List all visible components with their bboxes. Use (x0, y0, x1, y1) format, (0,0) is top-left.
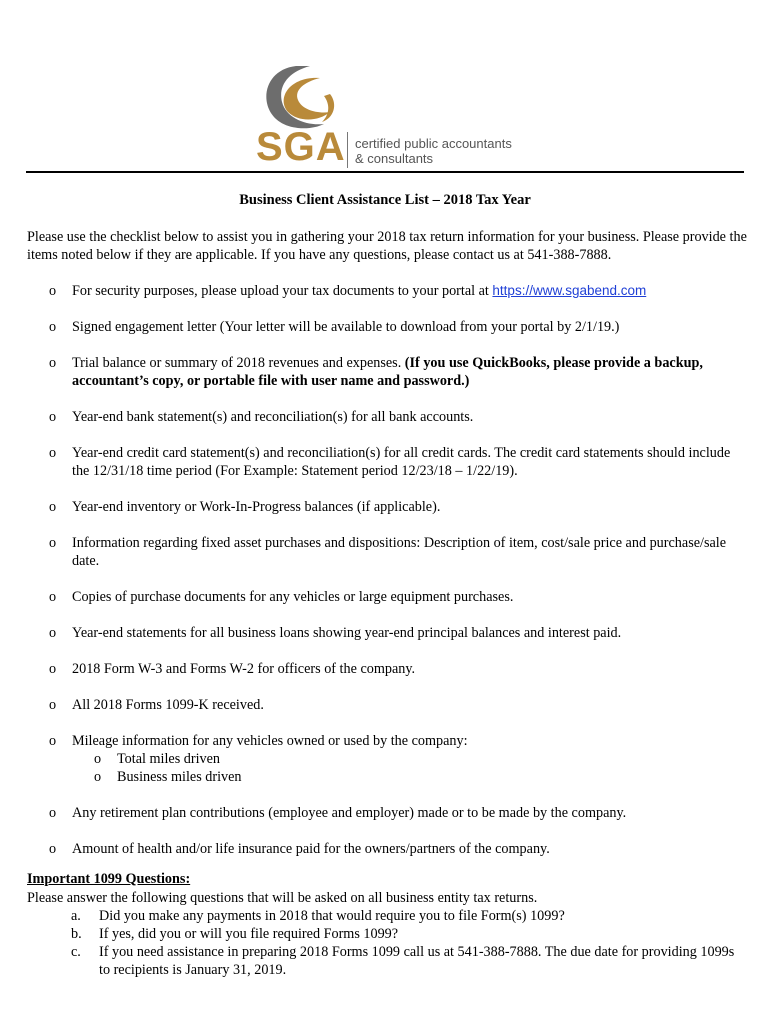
item-text: 2018 Form W-3 and Forms W-2 for officers of the company. (72, 661, 416, 677)
item-text: Year-end inventory or Work-In-Progress balances (if applicable). (72, 499, 441, 515)
list-item (27, 588, 747, 606)
item-text: For security purposes, please upload your tax documents to your portal at (72, 283, 493, 299)
item-text: Amount of health and/or life insurance paid for the owners/partners of the company. (72, 841, 550, 857)
list-item (27, 804, 747, 822)
list-item (27, 318, 747, 336)
list-item (27, 624, 747, 642)
list-item (27, 282, 747, 300)
item-bold-note: (If you use QuickBooks, please provide a backup, accountant’s copy, or portable file with user name and password.) (72, 355, 703, 389)
list-item (27, 444, 747, 480)
checklist (27, 282, 747, 876)
question-marker: b. (71, 926, 82, 942)
list-item (27, 534, 747, 570)
portal-link[interactable]: https://www.sgabend.com (492, 283, 647, 298)
question-item (27, 925, 747, 943)
item-text: Mileage information for any vehicles owned or used by the company: (72, 733, 468, 749)
questions-intro: Please answer the following questions that will be asked on all business entity tax returns. (27, 890, 538, 906)
brand-tagline (355, 136, 512, 166)
list-item (27, 732, 747, 786)
sub-item: o Total miles driven (72, 750, 747, 768)
document-title: Business Client Assistance List – 2018 Tax Year (239, 192, 531, 208)
list-item (27, 408, 747, 426)
item-text: Information regarding fixed asset purchases and dispositions: Description of item, cost/sale price and purchase/sale date. (72, 535, 727, 569)
list-item (27, 840, 747, 858)
item-text: Year-end credit card statement(s) and reconciliation(s) for all credit cards. The credit card statements should include the 12/31/18 time period (For Example: Statement period 12/23/18 – 1/22/19). (72, 445, 731, 479)
item-text: Any retirement plan contributions (employee and employer) made or to be made by the company. (72, 805, 627, 821)
list-item (27, 696, 747, 714)
item-text: Copies of purchase documents for any vehicles or large equipment purchases. (72, 589, 514, 605)
intro-paragraph: Please use the checklist below to assist you in gathering your 2018 tax return information for your business. Please provide the items noted below if they are applicable. If you have any questions, please contact us at 541-388-7888. (27, 229, 747, 263)
question-item (27, 907, 747, 925)
question-item (27, 943, 747, 979)
item-text: Year-end bank statement(s) and reconciliation(s) for all bank accounts. (72, 409, 474, 425)
questions-heading: Important 1099 Questions: (27, 871, 191, 887)
item-text: Year-end statements for all business loans showing year-end principal balances and interest paid. (72, 625, 622, 641)
sub-item: o Business miles driven (72, 768, 747, 786)
brand-line-2: & consultants (355, 151, 434, 166)
question-text: If yes, did you or will you file required Forms 1099? (99, 926, 399, 942)
question-marker: a. (71, 908, 81, 924)
list-item (27, 354, 747, 390)
header-rule (26, 171, 744, 173)
logo-letters: SGA (256, 125, 346, 169)
list-item (27, 660, 747, 678)
brand-line-1: certified public accountants (355, 136, 512, 151)
question-text: If you need assistance in preparing 2018 Forms 1099 call us at 541-388-7888. The due date for providing 1099s to recipients is January 31, 2019. (99, 944, 735, 978)
logo-divider (347, 132, 348, 168)
item-text: Signed engagement letter (Your letter will be available to download from your portal by 2/1/19.) (72, 319, 620, 335)
questions-list (27, 907, 747, 979)
question-text: Did you make any payments in 2018 that would require you to file Form(s) 1099? (99, 908, 565, 924)
list-item (27, 498, 747, 516)
mileage-sublist (72, 750, 747, 786)
item-text: Trial balance or summary of 2018 revenues and expenses. (72, 355, 405, 371)
question-marker: c. (71, 944, 81, 960)
item-text: All 2018 Forms 1099-K received. (72, 697, 264, 713)
